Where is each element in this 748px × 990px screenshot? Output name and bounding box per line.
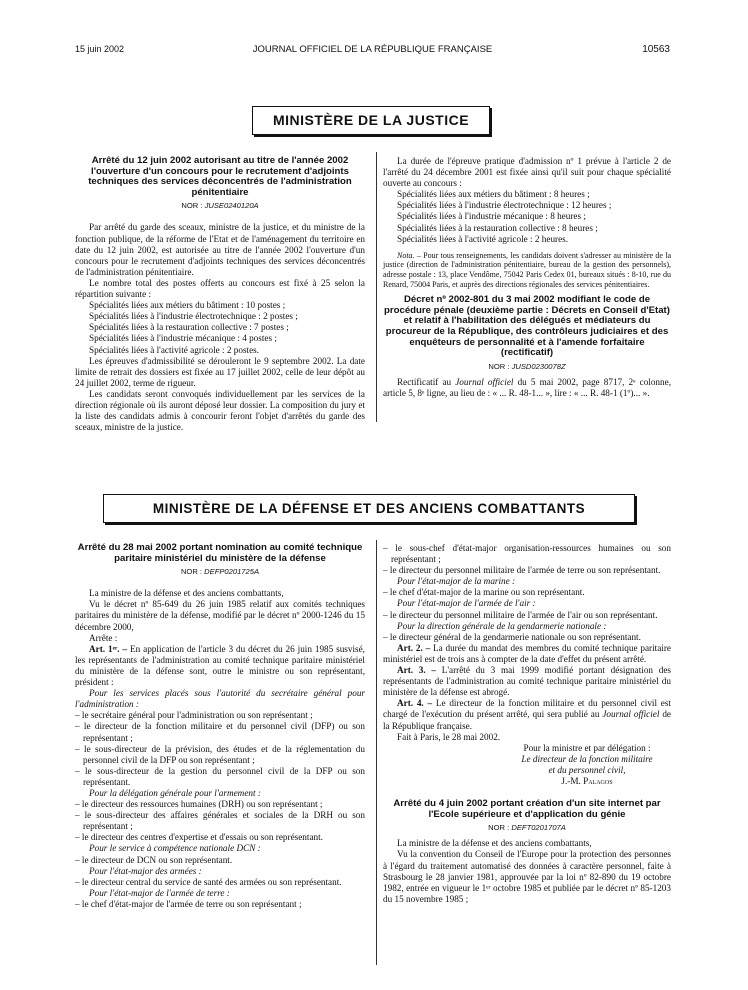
article-2: [383, 643, 671, 665]
paragraph: Les épreuves d'admissibilité se dérouleront le 9 septembre 2002. La date limite de retrait des dossiers est fixée au 17 juillet 2002, celle de leur dépôt au 24 juillet 2002, terme de rigueur.: [75, 355, 365, 388]
nota-paragraph: [383, 251, 671, 289]
article-text: La durée du mandat des membres du comité technique paritaire ministériel est de trois ans à compter de la date d'effet du présent arrêté.: [383, 642, 671, 664]
header-journal-title: JOURNAL OFFICIEL DE LA RÉPUBLIQUE FRANÇAISE: [252, 44, 493, 55]
list-item: Spécialités liées à l'activité agricole : 2 heures.: [397, 233, 569, 244]
list-item: Spécialités liées aux métiers du bâtiment : 10 postes ;: [89, 300, 286, 311]
defense-right-column: [383, 543, 671, 905]
group-heading: Pour l'état-major de la marine :: [397, 576, 516, 587]
article-label: Art. 1ᵉʳ. –: [89, 643, 128, 654]
page-header: [75, 44, 670, 58]
arrete-defense-1-nor: NOR : DEFP0201725A: [180, 567, 260, 577]
group-heading: Pour l'état-major de l'armée de l'air :: [397, 598, 536, 609]
arrete-justice-title: Arrêté du 12 juin 2002 autorisant au titre de l'année 2002 l'ouverture d'un concours pour le recrutement d'adjoints techniques des services déconcentrés de l'administration pénitentiaire: [88, 155, 352, 198]
justice-left-column: [75, 156, 365, 433]
group-heading: Pour l'état-major de l'armée de terre :: [89, 887, 230, 898]
nor-code: DEFT0201707A: [511, 823, 566, 833]
paragraph: La ministre de la défense et des anciens combattants,: [89, 588, 284, 599]
section-title-defense: MINISTÈRE DE LA DÉFENSE ET DES ANCIENS COMBATTANTS: [103, 494, 635, 523]
list-item: – le sous-chef d'état-major organisation-ressources humaines ou son représentant ;: [383, 543, 671, 565]
list-item: Spécialités liées à l'industrie mécanique : 8 heures ;: [397, 211, 586, 222]
arrete-defense-2-title: Arrêté du 4 juin 2002 portant création d'un site internet par l'Ecole supérieure et d'application du génie: [393, 798, 661, 820]
group-heading: Pour le service à compétence nationale DCN :: [89, 843, 261, 854]
list-item: Spécialités liées à la restauration collective : 7 postes ;: [89, 322, 289, 333]
list-item: – le chef d'état-major de la marine ou son représentant.: [383, 587, 585, 598]
article-1: [75, 644, 365, 688]
journal-officiel-ref: Journal officiel: [455, 376, 514, 387]
column-divider: [376, 152, 377, 422]
header-date: 15 juin 2002: [75, 44, 125, 54]
decret-justice-title: Décret nº 2002-801 du 3 mai 2002 modifiant le code de procédure pénale (deuxième partie : Décrets en Conseil d'Etat) et relatif à l'habilitation des délégués et médiateurs du procureur de la République, des contrôleurs judiciaires et des enquêteurs de personnalité et à l'amende forfaitaire (rectificatif): [384, 294, 670, 359]
nor-code: JUSD0230078Z: [511, 361, 566, 371]
nor-code: JUSE0240120A: [204, 201, 259, 211]
article-label: Art. 4. –: [397, 698, 433, 709]
group-heading: Pour les services placés sous l'autorité du secrétaire général pour l'administration :: [75, 688, 365, 710]
signature-name: J.-M. Palagos: [561, 775, 613, 786]
text-run: du 5 mai 2002, page 8717, 2ᵉ colonne, article 5, 8ᵉ ligne, au lieu de : « ... R. 48-1... », lire : « ... R. 48-1 (1º)... ».: [383, 376, 671, 398]
list-item: Spécialités liées à l'industrie électrotechnique : 12 heures ;: [397, 200, 612, 211]
group-heading: Pour la direction générale de la gendarmerie nationale :: [397, 620, 607, 631]
group-heading: Pour l'état-major des armées :: [89, 865, 202, 876]
list-item: – le chef d'état-major de l'armée de terre ou son représentant ;: [75, 898, 302, 909]
nor-code: DEFP0201725A: [204, 567, 260, 577]
list-item: – le sous-directeur de la prévision, des études et de la réglementation du personnel civil de la DFP ou son représentant ;: [75, 743, 365, 765]
decret-justice-nor: NOR : JUSD0230078Z: [488, 361, 566, 371]
nota-text: – Pour tous renseignements, les candidats doivent s'adresser au ministère de la justice (direction de l'administration pénitentiaire, bureau de la gestion des personnels), adresse postale : 13, place Vendôme, 75042 Paris Cedex 01, bureaux situés : 8-10, rue du Renard, 75004 Paris, et auprès des directions régionales des services pénitentiaires.: [383, 250, 671, 289]
arrete-defense-2-nor: NOR : DEFT0201707A: [488, 823, 566, 833]
nota-label: Nota.: [397, 250, 415, 260]
signature-title: et du personnel civil,: [548, 764, 626, 775]
list-item: – le directeur de DCN ou son représentant.: [75, 854, 233, 865]
list-item: – le directeur des ressources humaines (DRH) ou son représentant ;: [75, 799, 323, 810]
article-text: En application de l'article 3 du décret du 26 juin 1985 susvisé, les représentants de l'administration au comité technique paritaire ministériel du ministère de la défense sont, outre le ministre ou son représentant, président :: [75, 643, 365, 688]
list-item: – le directeur du personnel militaire de l'armée de terre ou son représentant.: [383, 565, 661, 576]
arrete-justice-nor: NOR : JUSE0240120A: [181, 201, 259, 211]
defense-left-column: [75, 543, 365, 910]
list-item: Spécialités liées à l'industrie électrotechnique : 2 postes ;: [89, 311, 298, 322]
list-item: – le secrétaire général pour l'administration ou son représentant ;: [75, 710, 313, 721]
paragraph: Le nombre total des postes offerts au concours est fixé à 25 selon la répartition suivante :: [75, 277, 365, 300]
column-divider: [376, 540, 377, 965]
header-page-number: 10563: [642, 44, 670, 55]
list-item: – le directeur de la fonction militaire et du personnel civil (DFP) ou son représentant ;: [75, 721, 365, 743]
paragraph: La durée de l'épreuve pratique d'admission nº 1 prévue à l'article 2 de l'arrêté du 24 décembre 2001 est fixée ainsi qu'il suit pour chaque spécialité ouverte au concours :: [383, 156, 671, 189]
fait-line: Fait à Paris, le 28 mai 2002.: [397, 731, 501, 742]
paragraph: Vu la convention du Conseil de l'Europe pour la protection des personnes à l'égard du traitement automatisé des données à caractère personnel, faite à Strasbourg le 28 janvier 1981, approuvée par la loi nº 82-890 du 19 octobre 1982, entrée en vigueur le 1ᵉʳ octobre 1985 et publiée par le décret nº 85-1203 du 15 novembre 1985 ;: [383, 849, 671, 904]
list-item: – le sous-directeur des affaires générales et sociales de la DRH ou son représentant ;: [75, 810, 365, 832]
article-text: de la République française.: [383, 709, 671, 731]
list-item: – le sous-directeur de la gestion du personnel civil de la DFP ou son représentant.: [75, 765, 365, 787]
list-item: Spécialités liées à l'activité agricole : 2 postes.: [89, 344, 260, 355]
paragraph: Les candidats seront convoqués individuellement par les services de la direction régionale où ils auront déposé leur dossier. La composition du jury et la liste des candidats admis à concourir feront l'objet d'arrêtés du garde des sceaux, ministre de la justice.: [75, 388, 365, 433]
arrete-defense-1-title: Arrêté du 28 mai 2002 portant nomination au comité technique paritaire ministériel du ministère de la défense: [77, 542, 363, 564]
article-3: [383, 665, 671, 698]
signature-title: Le directeur de la fonction militaire: [521, 753, 653, 764]
text-run: Rectificatif au: [397, 376, 456, 387]
list-item: Spécialités liées à l'industrie mécanique : 4 postes ;: [89, 333, 277, 344]
list-item: – le directeur du personnel militaire de l'armée de l'air ou son représentant.: [383, 609, 658, 620]
article-text: Le directeur de la fonction militaire et du personnel civil est chargé de l'exécution du présent arrêté, qui sera publié au: [383, 698, 671, 720]
justice-right-column: [383, 156, 671, 399]
paragraph: La ministre de la défense et des anciens combattants,: [397, 838, 592, 849]
paragraph: Par arrêté du garde des sceaux, ministre de la justice, et du ministre de la fonction publique, de la réforme de l'Etat et de l'aménagement du territoire en date du 12 juin 2002, est autorisée au titre de l'année 2002 l'ouverture d'un concours pour le recrutement d'adjoints techniques des services déconcentrés de l'administration pénitentiaire.: [75, 222, 365, 277]
paragraph: Vu le décret nº 85-649 du 26 juin 1985 relatif aux comités techniques paritaires du ministère de la défense, modifié par le décret nº 2000-1246 du 15 décembre 2000,: [75, 599, 365, 632]
paragraph: [383, 377, 671, 399]
list-item: – le directeur des centres d'expertise et d'essais ou son représentant.: [75, 832, 323, 843]
article-text: L'arrêté du 3 mai 1999 modifié portant désignation des représentants de l'administration au comité technique paritaire ministériel du ministère de la défense est abrogé.: [383, 665, 671, 698]
article-4: [383, 698, 671, 731]
list-item: Spécialités liées à la restauration collective : 8 heures ;: [397, 222, 598, 233]
journal-officiel-ref: Journal officiel: [602, 709, 660, 720]
group-heading: Pour la délégation générale pour l'armement :: [89, 787, 261, 798]
arrete-line: Arrête :: [89, 632, 118, 643]
section-title-justice: MINISTÈRE DE LA JUSTICE: [252, 106, 490, 135]
list-item: Spécialités liées aux métiers du bâtiment : 8 heures ;: [397, 189, 590, 200]
list-item: – le directeur général de la gendarmerie nationale ou son représentant.: [383, 631, 641, 642]
article-label: Art. 3. –: [397, 665, 437, 676]
article-label: Art. 2. –: [397, 642, 431, 653]
signature-delegation: Pour la ministre et par délégation :: [523, 742, 651, 753]
list-item: – le directeur central du service de santé des armées ou son représentant.: [75, 876, 342, 887]
